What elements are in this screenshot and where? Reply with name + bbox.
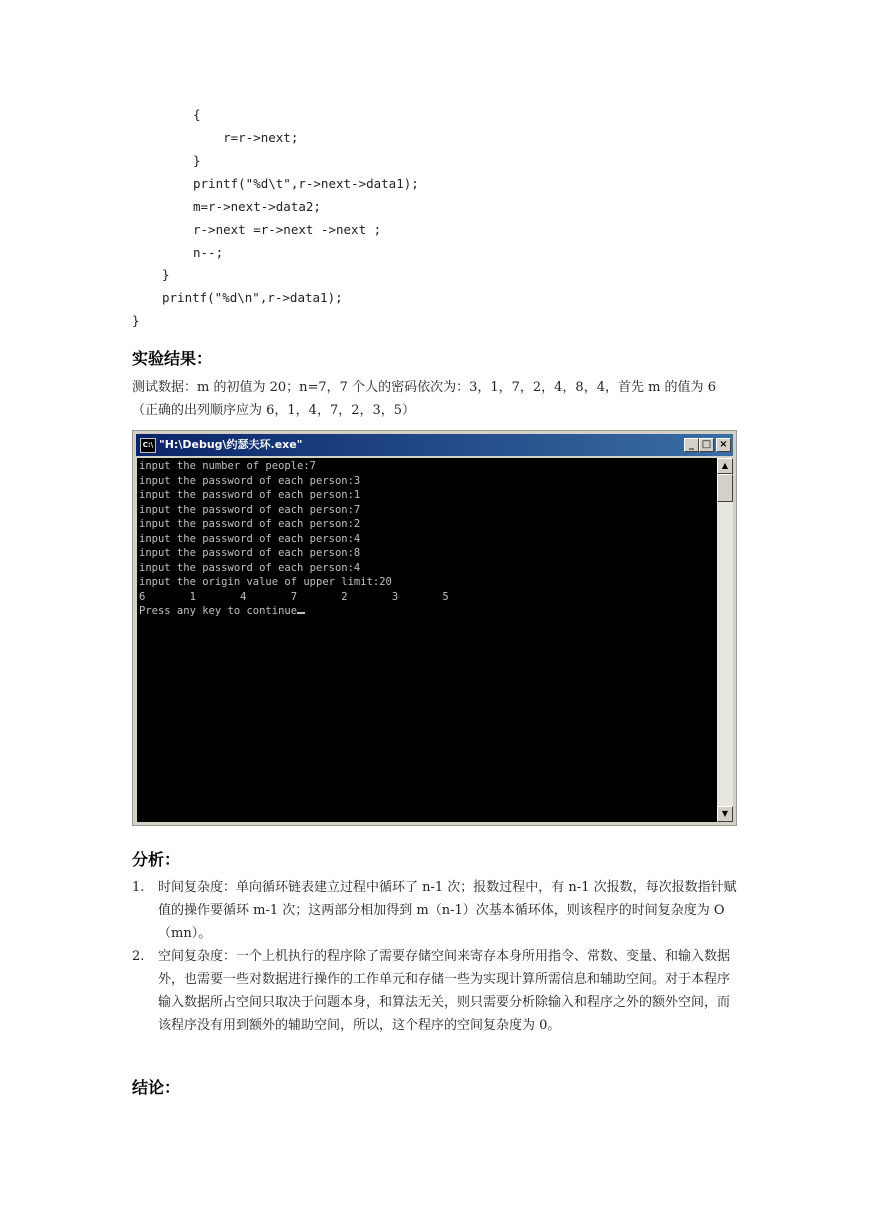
analysis-list (132, 876, 738, 1037)
console-line: input the password of each person:4 (139, 532, 361, 545)
console-line: 6 1 4 7 2 3 5 (139, 590, 449, 603)
console-titlebar[interactable] (136, 434, 733, 456)
console-line: input the password of each person:4 (139, 561, 361, 574)
console-line: input the password of each person:2 (139, 518, 361, 530)
minimize-button[interactable]: _ (684, 438, 699, 452)
console-title: "H:\Debug\约瑟夫环.exe" (159, 438, 303, 451)
analysis-item (132, 945, 738, 1037)
console-prompt-line (139, 604, 305, 619)
scroll-thumb[interactable] (717, 474, 733, 502)
results-heading: 实验结果： (132, 349, 213, 368)
test-data-paragraph: 测试数据：m 的初值为 20；n=7，7 个人的密码依次为：3，1，7，2，4，8，4，首先 m 的值为 6（正确的出列顺序应为 6，1，4，7，2，3，5） (132, 380, 716, 418)
code-line: } (193, 153, 201, 168)
console-line: input the password of each person:7 (139, 503, 361, 516)
console-line: input the password of each person:1 (139, 489, 361, 501)
code-line: { (193, 107, 201, 122)
analysis-heading: 分析： (132, 850, 181, 869)
console-line: input the number of people:7 (139, 460, 317, 472)
code-line: printf("%d\n",r->data1); (162, 290, 343, 305)
console-output[interactable] (137, 458, 717, 822)
code-line: r=r->next; (193, 130, 299, 145)
analysis-item-number: 1. (132, 880, 145, 895)
analysis-item-text: 时间复杂度：单向循环链表建立过程中循环了 n-1 次；报数过程中，有 n-1 次报数，每次报数指针赋值的操作要循环 m-1 次；这两部分相加得到 m（n-1）次基本循环体，则该程序的时间复杂度为 O（mn）。 (158, 880, 737, 941)
console-line: input the origin value of upper limit:20 (139, 576, 392, 588)
console-scrollbar[interactable] (717, 458, 733, 822)
console-line: input the password of each person:3 (139, 474, 361, 487)
code-line: } (132, 313, 140, 328)
code-line: n--; (193, 245, 224, 260)
scroll-down-button[interactable]: ▼ (717, 806, 733, 822)
maximize-button[interactable]: □ (699, 438, 714, 452)
console-cursor (297, 612, 305, 614)
conclusion-heading: 结论： (132, 1078, 181, 1097)
console-window[interactable] (132, 430, 737, 826)
analysis-item-number: 2. (132, 949, 145, 964)
analysis-item-text: 空间复杂度：一个上机执行的程序除了需要存储空间来寄存本身所用指令、常数、变量、和输入数据外，也需要一些对数据进行操作的工作单元和存储一些为实现计算所需信息和辅助空间。对于本程序输入数据所占空间只取决于问题本身，和算法无关，则只需要分析除输入和程序之外的额外空间，而该程序没有用到额外的辅助空间，所以，这个程序的空间复杂度为 0。 (158, 949, 731, 1033)
console-line: input the password of each person:8 (139, 547, 361, 559)
analysis-item (132, 876, 738, 945)
code-line: r->next =r->next ->next ; (193, 222, 382, 237)
code-line: printf("%d\t",r->next->data1); (193, 176, 419, 191)
code-line: m=r->next->data2; (193, 199, 321, 214)
console-prompt-text: Press any key to continue (139, 605, 298, 617)
code-line: } (162, 267, 170, 282)
scroll-up-button[interactable]: ▲ (717, 458, 733, 474)
close-button[interactable]: × (716, 438, 731, 452)
console-app-icon: C:\ (140, 438, 156, 453)
